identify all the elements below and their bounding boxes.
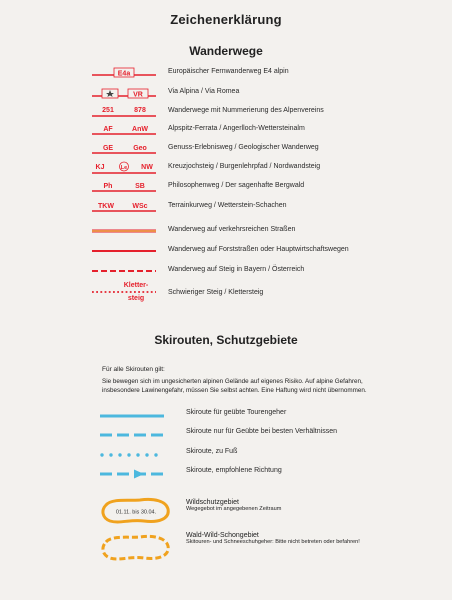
- wald-wild-schongebiet-symbol: [100, 534, 172, 562]
- legend-label: Europäischer Fernwanderweg E4 alpin: [168, 68, 289, 75]
- kreuzjoch-symbol: [92, 162, 156, 176]
- route-tag: E4a: [117, 70, 131, 78]
- alpspitz-symbol: [92, 124, 156, 138]
- legend-label: Via Alpina / Via Romea: [168, 88, 240, 95]
- zone-subtitle: Skitouren- und Schneeschuhgeher: Bitte nicht betreten oder befahren!: [186, 539, 360, 545]
- ski-dotted-line-symbol: [100, 448, 164, 460]
- ski-section-heading: Skirouten, Schutzgebiete: [154, 333, 298, 347]
- ski-solid-line-symbol: [100, 409, 164, 421]
- e4-route-symbol: [92, 67, 156, 81]
- route-tag: VR: [133, 91, 143, 99]
- alpenverein-symbol: [92, 106, 156, 120]
- route-tag: AF: [103, 126, 113, 133]
- terrainkurweg-symbol: [92, 201, 156, 215]
- wildschutzgebiet-symbol: [100, 497, 172, 525]
- zone-subtitle: Wegegebot im angegebenen Zeitraum: [186, 506, 282, 512]
- route-tag: WSc: [132, 203, 148, 210]
- legend-label: Wanderweg auf Steig in Bayern / Österreich: [168, 266, 305, 273]
- via-alpina-symbol: [92, 87, 156, 101]
- wald-wild-schongebiet-row: [100, 532, 420, 564]
- legend-label: Terrainkurweg / Wetterstein-Schachen: [168, 202, 287, 209]
- route-tag: SB: [135, 183, 145, 190]
- legend-label: Wanderweg auf verkehrsreichen Straßen: [168, 226, 296, 233]
- legend-label: Wanderwege mit Nummerierung des Alpenvereins: [168, 107, 324, 114]
- legend-label: Kreuzjochsteig / Burgenlehrpfad / Nordwandsteig: [168, 163, 321, 170]
- klettersteig-symbol: [92, 281, 156, 307]
- steig-dashed-line-symbol: [92, 265, 156, 279]
- route-tag: GE: [102, 145, 114, 152]
- legend-label: Alpspitz-Ferrata / Angerlloch-Wettersteinalm: [168, 125, 305, 132]
- legend-label: Skiroute für geübte Tourengeher: [186, 409, 287, 416]
- route-tag: Ph: [103, 183, 113, 190]
- wildschutzgebiet-row: [100, 497, 400, 527]
- route-tag: Geo: [133, 145, 147, 152]
- zone-title: Wald-Wild-Schongebiet: [186, 532, 259, 539]
- legend-label: Philosophenweg / Der sagenhafte Bergwald: [168, 182, 305, 189]
- direction-arrow-icon: [134, 470, 144, 479]
- legend-label: Wanderweg auf Forststraßen oder Hauptwirtschaftswegen: [168, 246, 349, 253]
- legend-label: Schwieriger Steig / Klettersteig: [168, 289, 264, 296]
- philosophenweg-symbol: [92, 181, 156, 195]
- route-tag: 878: [134, 107, 146, 114]
- route-tag: steig: [127, 295, 145, 302]
- ski-note-heading: Für alle Skirouten gilt:: [102, 366, 165, 373]
- legend-label: Skiroute, zu Fuß: [186, 448, 238, 455]
- legend-label: Genuss-Erlebnisweg / Geologischer Wanderweg: [168, 144, 319, 151]
- forest-road-line-symbol: [92, 245, 156, 259]
- page-title: Zeichenerklärung: [170, 12, 282, 27]
- genuss-symbol: [92, 143, 156, 157]
- route-tag: TKW: [98, 203, 114, 210]
- route-tag: KJ: [95, 164, 105, 171]
- ski-direction-line-symbol: [100, 467, 164, 479]
- busy-road-line-symbol: [92, 225, 156, 239]
- zone-title: Wildschutzgebiet: [186, 499, 239, 506]
- legend-label: Skiroute, empfohlene Richtung: [186, 467, 282, 474]
- ski-dashed-line-symbol: [100, 428, 164, 440]
- legend-label: Skiroute nur für Geübte bei besten Verhältnissen: [186, 428, 337, 435]
- route-tag: Kletter-: [123, 282, 149, 289]
- route-tag: 251: [102, 107, 114, 114]
- ski-note-body: Sie bewegen sich im ungesicherten alpinen Gelände auf eigenes Risiko. Auf alpine Gefahren, insbesondere Lawinengefahr, müssen Sie selbst achten. Eine Haftung wird nicht übernommen.: [102, 378, 367, 394]
- hiking-section-heading: Wanderwege: [189, 44, 263, 58]
- route-tag: NW: [141, 164, 153, 171]
- zone-date-range: 01.11. bis 30.04.: [115, 509, 157, 516]
- route-tag: AnW: [132, 126, 148, 133]
- route-tag: Le: [120, 164, 128, 171]
